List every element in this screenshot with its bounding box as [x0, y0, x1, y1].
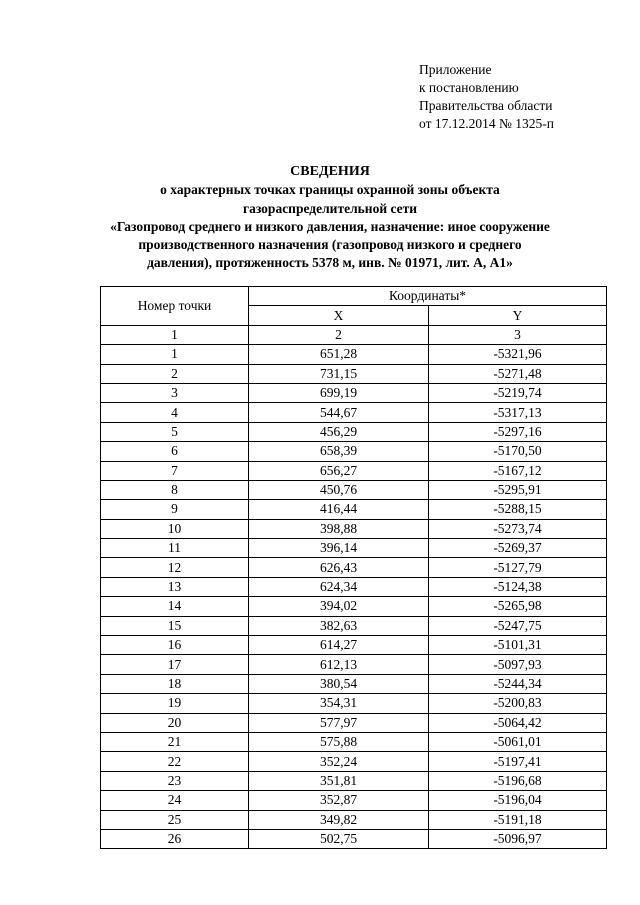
- point-number-cell: 12: [101, 558, 249, 577]
- title-heading: СВЕДЕНИЯ: [290, 164, 370, 179]
- y-coordinate-cell: -5244,34: [429, 674, 607, 693]
- y-coordinate-cell: -5127,79: [429, 558, 607, 577]
- table-row: [101, 655, 607, 674]
- table-row: [101, 383, 607, 402]
- point-number-cell: 6: [101, 442, 249, 461]
- point-number-cell: 16: [101, 636, 249, 655]
- point-number-cell: 2: [101, 364, 249, 383]
- table-row: [101, 422, 607, 441]
- y-coordinate-cell: -5297,16: [429, 422, 607, 441]
- x-coordinate-cell: 731,15: [249, 364, 429, 383]
- table-row: [101, 829, 607, 848]
- coordinates-table: [100, 286, 607, 849]
- x-coordinate-cell: 614,27: [249, 636, 429, 655]
- y-coordinate-cell: -5219,74: [429, 383, 607, 402]
- point-number-cell: 9: [101, 500, 249, 519]
- point-number-cell: 5: [101, 422, 249, 441]
- point-number-cell: 24: [101, 791, 249, 810]
- point-number-cell: 14: [101, 597, 249, 616]
- table-row: [101, 519, 607, 538]
- x-coordinate-cell: 394,02: [249, 597, 429, 616]
- x-coordinate-cell: 351,81: [249, 771, 429, 790]
- y-coordinate-cell: -5064,42: [429, 713, 607, 732]
- header-x: X: [249, 306, 429, 325]
- y-coordinate-cell: -5269,37: [429, 539, 607, 558]
- y-coordinate-cell: -5170,50: [429, 442, 607, 461]
- header-y: Y: [429, 306, 607, 325]
- table-row: [101, 364, 607, 383]
- point-number-cell: 22: [101, 752, 249, 771]
- appendix-note: [419, 61, 554, 133]
- column-numbers-row: [101, 325, 607, 344]
- point-number-cell: 13: [101, 577, 249, 596]
- x-coordinate-cell: 544,67: [249, 403, 429, 422]
- x-coordinate-cell: 699,19: [249, 383, 429, 402]
- appendix-line: к постановлению: [419, 80, 519, 95]
- table-row: [101, 732, 607, 751]
- table-row: [101, 771, 607, 790]
- x-coordinate-cell: 396,14: [249, 539, 429, 558]
- point-number-cell: 19: [101, 694, 249, 713]
- x-coordinate-cell: 456,29: [249, 422, 429, 441]
- appendix-line: Правительства области: [419, 98, 553, 113]
- y-coordinate-cell: -5265,98: [429, 597, 607, 616]
- x-coordinate-cell: 575,88: [249, 732, 429, 751]
- y-coordinate-cell: -5273,74: [429, 519, 607, 538]
- point-number-cell: 1: [101, 345, 249, 364]
- column-number: 3: [429, 325, 607, 344]
- table-row: [101, 480, 607, 499]
- y-coordinate-cell: -5295,91: [429, 480, 607, 499]
- y-coordinate-cell: -5061,01: [429, 732, 607, 751]
- x-coordinate-cell: 577,97: [249, 713, 429, 732]
- title-line: газораспределительной сети: [242, 200, 418, 216]
- point-number-cell: 18: [101, 674, 249, 693]
- table-row: [101, 810, 607, 829]
- table-row: [101, 461, 607, 480]
- point-number-cell: 20: [101, 713, 249, 732]
- y-coordinate-cell: -5271,48: [429, 364, 607, 383]
- x-coordinate-cell: 450,76: [249, 480, 429, 499]
- document-title: [60, 163, 600, 273]
- appendix-line: от 17.12.2014 № 1325-п: [419, 116, 554, 131]
- table-row: [101, 674, 607, 693]
- x-coordinate-cell: 380,54: [249, 674, 429, 693]
- title-line: о характерных точках границы охранной зоны объекта: [160, 182, 500, 198]
- table-row: [101, 403, 607, 422]
- y-coordinate-cell: -5124,38: [429, 577, 607, 596]
- point-number-cell: 21: [101, 732, 249, 751]
- x-coordinate-cell: 626,43: [249, 558, 429, 577]
- appendix-line: Приложение: [419, 62, 492, 77]
- table-row: [101, 597, 607, 616]
- table-row: [101, 791, 607, 810]
- y-coordinate-cell: -5321,96: [429, 345, 607, 364]
- x-coordinate-cell: 352,87: [249, 791, 429, 810]
- x-coordinate-cell: 349,82: [249, 810, 429, 829]
- y-coordinate-cell: -5167,12: [429, 461, 607, 480]
- column-number: 1: [101, 325, 249, 344]
- point-number-cell: 4: [101, 403, 249, 422]
- table-row: [101, 442, 607, 461]
- table-row: [101, 636, 607, 655]
- x-coordinate-cell: 352,24: [249, 752, 429, 771]
- x-coordinate-cell: 502,75: [249, 829, 429, 848]
- table-header-row: [101, 287, 607, 306]
- y-coordinate-cell: -5196,04: [429, 791, 607, 810]
- x-coordinate-cell: 624,34: [249, 577, 429, 596]
- y-coordinate-cell: -5247,75: [429, 616, 607, 635]
- point-number-cell: 11: [101, 539, 249, 558]
- point-number-cell: 10: [101, 519, 249, 538]
- y-coordinate-cell: -5200,83: [429, 694, 607, 713]
- title-line: «Газопровод среднего и низкого давления, назначение: иное сооружение: [110, 218, 550, 234]
- header-point-number: Номер точки: [101, 287, 249, 326]
- column-number: 2: [249, 325, 429, 344]
- point-number-cell: 7: [101, 461, 249, 480]
- table-row: [101, 713, 607, 732]
- title-line: давления), протяженность 5378 м, инв. № 01971, лит. А, А1»: [147, 255, 513, 271]
- point-number-cell: 26: [101, 829, 249, 848]
- x-coordinate-cell: 651,28: [249, 345, 429, 364]
- y-coordinate-cell: -5288,15: [429, 500, 607, 519]
- y-coordinate-cell: -5097,93: [429, 655, 607, 674]
- title-line: производственного назначения (газопровод низкого и среднего: [138, 237, 522, 253]
- table-row: [101, 500, 607, 519]
- point-number-cell: 17: [101, 655, 249, 674]
- y-coordinate-cell: -5191,18: [429, 810, 607, 829]
- y-coordinate-cell: -5096,97: [429, 829, 607, 848]
- y-coordinate-cell: -5317,13: [429, 403, 607, 422]
- x-coordinate-cell: 354,31: [249, 694, 429, 713]
- table-row: [101, 539, 607, 558]
- table-row: [101, 577, 607, 596]
- table-row: [101, 752, 607, 771]
- point-number-cell: 25: [101, 810, 249, 829]
- table-row: [101, 616, 607, 635]
- x-coordinate-cell: 656,27: [249, 461, 429, 480]
- x-coordinate-cell: 416,44: [249, 500, 429, 519]
- coordinates-body: [101, 345, 607, 849]
- y-coordinate-cell: -5197,41: [429, 752, 607, 771]
- x-coordinate-cell: 398,88: [249, 519, 429, 538]
- x-coordinate-cell: 612,13: [249, 655, 429, 674]
- header-coordinates: Координаты*: [249, 287, 607, 306]
- y-coordinate-cell: -5101,31: [429, 636, 607, 655]
- point-number-cell: 3: [101, 383, 249, 402]
- point-number-cell: 8: [101, 480, 249, 499]
- table-row: [101, 558, 607, 577]
- y-coordinate-cell: -5196,68: [429, 771, 607, 790]
- table-row: [101, 694, 607, 713]
- x-coordinate-cell: 382,63: [249, 616, 429, 635]
- point-number-cell: 23: [101, 771, 249, 790]
- table-row: [101, 345, 607, 364]
- x-coordinate-cell: 658,39: [249, 442, 429, 461]
- point-number-cell: 15: [101, 616, 249, 635]
